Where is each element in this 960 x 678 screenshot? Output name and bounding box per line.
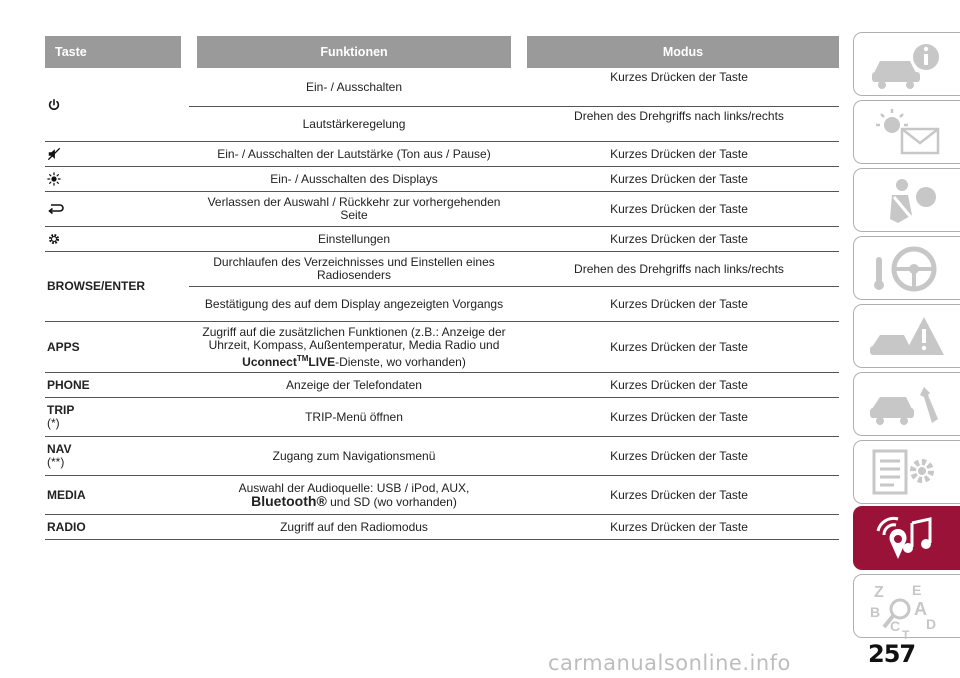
apps-function-tail: -Dienste, wo vorhanden) [335,354,466,369]
table-cell: Kurzes Drücken der Taste [519,322,839,373]
table-cell: Zugriff auf den Radiomodus [189,515,519,540]
mute-speaker-icon [47,147,61,161]
index-letter: T [902,628,910,639]
media-function-text: Auswahl der Audioquelle: USB / iPod, AUX, [238,480,470,495]
table-cell: Kurzes Drücken der Taste [519,68,839,107]
seat-airbag-icon [868,175,948,227]
tab-maintenance[interactable] [853,372,960,436]
tab-warning-lights[interactable] [853,100,960,164]
tab-index[interactable] [853,574,960,638]
table-cell: Lautstärkeregelung [189,107,519,142]
table-cell: Verlassen der Auswahl / Rückkehr zur vorhergehenden Seite [189,192,519,227]
tab-technical-data[interactable] [853,440,960,504]
table-cell: Kurzes Drücken der Taste [519,287,839,322]
index-letter: C [890,618,901,634]
table-header [45,36,839,68]
index-letter: B [870,604,881,620]
table-row [45,398,839,437]
table-row [45,476,839,515]
settings-gear-icon [47,232,61,246]
table-row [45,252,839,287]
apps-function-cell [189,322,519,373]
index-letters-icon [868,581,948,639]
table-cell: Anzeige der Telefondaten [189,373,519,398]
table-cell: Einstellungen [189,227,519,252]
table-cell: Bestätigung des auf dem Display angezeigten Vorgangs [189,287,519,322]
table-cell: Kurzes Drücken der Taste [519,476,839,515]
nav-note: (**) [47,455,65,469]
table-cell: Kurzes Drücken der Taste [519,142,839,167]
specs-gear-icon [868,447,948,499]
controls-table [45,36,839,540]
table-cell: Kurzes Drücken der Taste [519,437,839,476]
multimedia-music-icon [868,513,948,565]
bluetooth-brand: Bluetooth® [251,492,327,509]
power-icon [47,98,61,112]
warning-lights-mail-icon [868,107,948,159]
table-cell: Kurzes Drücken der Taste [519,373,839,398]
table-row [45,227,839,252]
table-cell: Drehen des Drehgriffs nach links/rechts [519,252,839,287]
nav-key-cell [45,437,189,476]
table-cell: Kurzes Drücken der Taste [519,398,839,437]
table-row [45,322,839,373]
display-brightness-icon [47,172,61,186]
table-cell: Ein- / Ausschalten [189,68,519,107]
header-mode: Modus [519,36,839,68]
trademark-mark: TM [296,353,309,363]
table-cell: Drehen des Drehgriffs nach links/rechts [519,107,839,142]
trip-key: TRIP [47,403,75,417]
table-row [45,167,839,192]
back-arrow-icon [47,202,65,216]
table-cell: PHONE [45,373,189,398]
steering-wheel-icon [868,243,948,295]
settings-key-cell [45,227,189,252]
page-number: 257 [868,640,916,668]
index-letter: Z [874,584,884,601]
apps-function-text: Zugriff auf die zusätzlichen Funktionen (z.B.: Anzeige der Uhrzeit, Kompass, Außentemperatur, Media Radio und [202,324,506,352]
tab-car-info[interactable] [853,32,960,96]
tab-safety[interactable] [853,168,960,232]
tab-starting-driving[interactable] [853,236,960,300]
table-cell: Zugang zum Navigationsmenü [189,437,519,476]
media-function-tail: und SD (wo vorhanden) [330,494,457,509]
watermark: carmanualsonline.info [548,651,791,675]
table-row [45,373,839,398]
table-cell: Ein- / Ausschalten des Displays [189,167,519,192]
table-row [45,192,839,227]
table-cell: RADIO [45,515,189,540]
table-cell: TRIP-Menü öffnen [189,398,519,437]
car-info-icon [868,39,948,91]
back-key-cell [45,192,189,227]
table-row [45,68,839,107]
table-cell: Ein- / Ausschalten der Lautstärke (Ton aus / Pause) [189,142,519,167]
table-row [45,142,839,167]
tab-emergency[interactable] [853,304,960,368]
table-row [45,437,839,476]
header-function: Funktionen [189,36,519,68]
nav-key: NAV [47,442,72,456]
table-cell: APPS [45,322,189,373]
index-letter: D [926,616,937,632]
power-key-cell [45,68,189,142]
tab-multimedia[interactable] [853,506,960,570]
uconnect-brand: Uconnect [242,354,297,369]
table-cell: MEDIA [45,476,189,515]
trip-note: (*) [47,416,60,430]
table-cell: Durchlaufen des Verzeichnisses und Einstellen eines Radiosenders [189,252,519,287]
trip-key-cell [45,398,189,437]
document-page [45,36,839,540]
mute-key-cell [45,142,189,167]
table-row [45,515,839,540]
header-key: Taste [45,36,189,68]
uconnect-live: LIVE [308,354,336,369]
table-cell: Kurzes Drücken der Taste [519,227,839,252]
display-key-cell [45,167,189,192]
media-function-cell [189,476,519,515]
car-maintenance-icon [868,379,948,431]
table-cell: Kurzes Drücken der Taste [519,515,839,540]
table-cell: BROWSE/ENTER [45,252,189,322]
index-letter: A [914,599,927,619]
table-cell: Kurzes Drücken der Taste [519,192,839,227]
table-cell: Kurzes Drücken der Taste [519,167,839,192]
emergency-breakdown-icon [868,311,948,363]
index-letter: E [912,582,922,598]
